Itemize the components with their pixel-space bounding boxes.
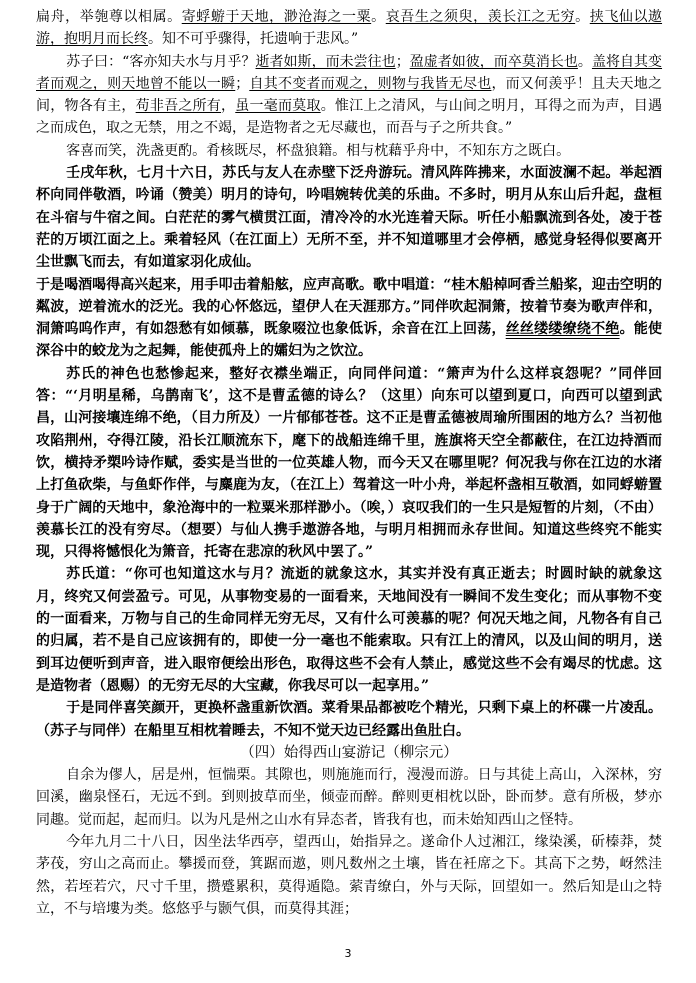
paragraph: 今年九月二十八日，因坐法华西亭，望西山，始指异之。遂命仆人过湘江，缘染溪，斫榛莽，焚茅茷，穷山之高而止。攀援而登，箕踞而遨，则凡数州之土壤，皆在衽席之下。其高下之势，岈然洼然，若垤若穴，尺寸千里，攒蹙累积，莫得遁隐。萦青缭白，外与天际，回望如一。然后知是山之特立，不与培塿为类。悠悠乎与颢气俱，而莫得其涯； [36,833,662,917]
section-heading: （四）始得西山宴游记（柳宗元） [240,744,458,761]
translation-paragraph: 壬戌年秋，七月十六日，苏氏与友人在赤壁下泛舟游玩。清风阵阵拂来，水面波澜不起。举起酒杯向同伴敬酒，吟诵（赞美）明月的诗句，吟唱婉转优美的乐曲。不多时，明月从东山后升起，盘桓在斗宿与牛宿之间。白茫茫的雾气横贯江面，清冷冷的水光连着天际。听任小船飘流到各处，凌于苍茫的万顷江面之上。乘着轻风（在江面上）无所不至，并不知道哪里才会停栖，感觉身轻得似要离开尘世飘飞而去，有如道家羽化成仙。 [36,165,662,271]
paragraph: 扁舟，举匏尊以相属。寄蜉蝣于天地，渺沧海之一粟。哀吾生之须臾，羡长江之无穷。挟飞仙以遨游，抱明月而长终。知不可乎骤得，托遗响于悲风。” [36,9,663,48]
translation-paragraph: 于是同伴喜笑颜开，更换杯盏重新饮酒。菜肴果品都被吃个精光，只剩下桌上的杯碟一片凌乱。（苏子与同伴）在船里互相枕着睡去，不知不觉天边已经露出鱼肚白。 [36,700,662,739]
document-body [36,6,662,920]
paragraph: 自余为僇人，居是州，恒惴栗。其隙也，则施施而行，漫漫而游。日与其徒上高山，入深林，穷回溪，幽泉怪石，无远不到。到则披草而坐，倾壶而醉。醉则更相枕以卧，卧而梦。意有所极，梦亦同趣。觉而起，起而归。以为凡是州之山水有异态者，皆我有也，而未始知西山之怪特。 [36,767,662,828]
translation-paragraph: 于是喝酒喝得高兴起来，用手叩击着船舷，应声高歌。歌中唱道：“桂木船棹呵香兰船桨，迎击空明的粼波，逆着流水的泛光。我的心怀悠远，望伊人在天涯那方。”同伴吹起洞箫，按着节奏为歌声伴和，洞箫呜呜作声，有如怨愁有如倾慕，既象啜泣也象低诉，余音在江上回荡，丝丝缕缕缭绕不绝。能使深谷中的蛟龙为之起舞，能使孤舟上的孀妇为之饮泣。 [36,276,663,360]
page-number: 3 [344,947,352,960]
translation-paragraph: 苏氏的神色也愁惨起来，整好衣襟坐端正，向同伴问道：“箫声为什么这样哀怨呢？”同伴回答：“‘月明星稀，乌鹊南飞’，这不是曹孟德的诗么？（这里）向东可以望到夏口，向西可以望到武昌，山河接壤连绵不绝，（目力所及）一片郁郁苍苍。这不正是曹孟德被周瑜所围困的地方么？当初他攻陷荆州，夺得江陵，沿长江顺流东下，麾下的战船连绵千里，旌旗将天空全都蔽住，在江边持酒而饮，横持矛槊吟诗作赋，委实是当世的一位英雄人物，而今天又在哪里呢？何况我与你在江边的水渚上打鱼砍柴，与鱼虾作伴，与麋鹿为友，（在江上）驾着这一叶小舟，举起杯盏相互敬酒，如同蜉蝣置身于广阔的天地中，象沧海中的一粒粟米那样渺小。（唉，）哀叹我们的一生只是短暂的片刻，（不由）羡慕长江的没有穷尽。（想要）与仙人携手遨游各地，与明月相拥而永存世间。知道这些终究不能实现，只得将憾恨化为箫音，托寄在悲凉的秋风中罢了。” [36,365,662,561]
translation-paragraph: 苏氏道：“你可也知道这水与月？流逝的就象这水，其实并没有真正逝去；时圆时缺的就象这月，终究又何尝盈亏。可见，从事物变易的一面看来，天地间没有一瞬间不发生变化；而从事物不变的一面看来，万物与自己的生命同样无穷无尽，又有什么可羡慕的呢？何况天地之间，凡物各有自己的归属，若不是自己应该拥有的，即使一分一毫也不能索取。只有江上的清风，以及山间的明月，送到耳边便听到声音，进入眼帘便绘出形色，取得这些不会有人禁止，感觉这些不会有竭尽的忧虑。这是造物者（恩赐）的无穷无尽的大宝藏，你我尽可以一起享用。” [36,566,662,694]
paragraph: 客喜而笑，洗盏更酌。肴核既尽，杯盘狼籍。相与枕藉乎舟中，不知东方之既白。 [66,142,571,159]
paragraph: 苏子曰：“客亦知夫水与月乎？逝者如斯，而未尝往也；盈虚者如彼，而卒莫消长也。盖将自其变者而观之，则天地曾不能以一瞬；自其不变者而观之，则物与我皆无尽也，而又何羡乎！且夫天地之间，物各有主，苟非吾之所有，虽一毫而莫取。惟江上之清风，与山间之明月，耳得之而为声，目遇之而成色，取之无禁，用之不竭，是造物者之无尽藏也，而吾与子之所共食。” [36,53,663,137]
